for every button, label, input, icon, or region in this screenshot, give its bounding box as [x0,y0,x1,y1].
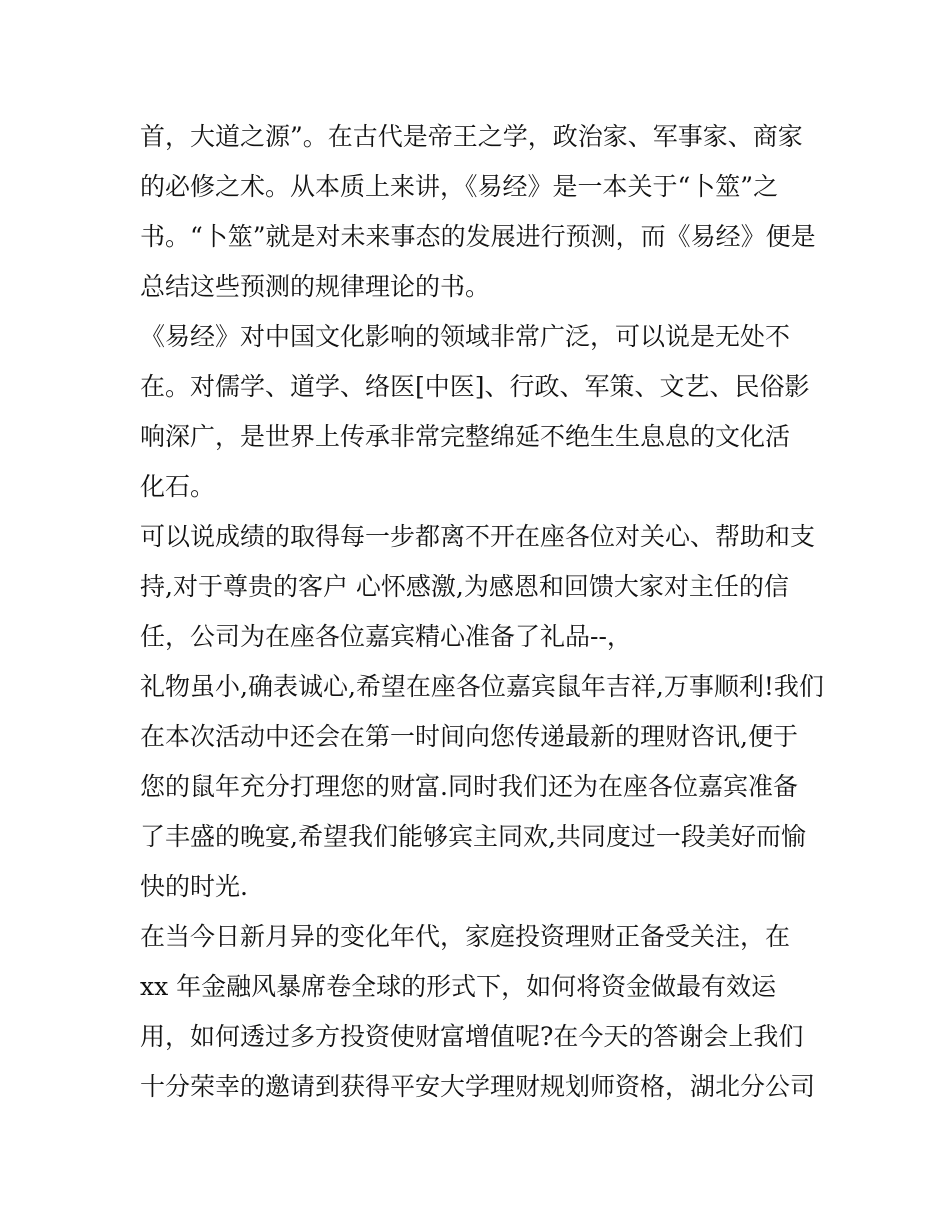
text-line: 在。对儒学、道学、络医[中医]、行政、军策、文艺、民俗影 [140,372,810,401]
text-line: xx 年金融风暴席卷全球的形式下，如何将资金做最有效运 [140,972,777,1001]
text-line: 任，公司为在座各位嘉宾精心准备了礼品--， [140,622,632,651]
text-line: 用，如何透过多方投资使财富增值呢?在今天的答谢会上我们 [140,1022,804,1051]
text-line: 化石。 [140,472,216,501]
text-line: 在本次活动中还会在第一时间向您传递最新的理财咨讯,便于 [140,722,798,751]
text-line: 在当今日新月异的变化年代，家庭投资理财正备受关注，在 [140,922,791,951]
text-line: 可以说成绩的取得每一步都离不开在座各位对关心、帮助和支 [140,522,816,551]
text-line: 的必修之术。从本质上来讲，《易经》是一本关于“卜筮”之 [140,172,779,201]
text-line: 快的时光. [140,872,248,901]
text-line: 响深广，是世界上传承非常完整绵延不绝生生息息的文化活 [140,422,791,451]
document-body [140,112,830,1112]
text-line: 了丰盛的晚宴,希望我们能够宾主同欢,共同度过一段美好而愉 [140,822,806,851]
text-line: 十分荣幸的邀请到获得平安大学理财规划师资格，湖北分公司 [140,1072,816,1101]
text-line: 您的鼠年充分打理您的财富.同时我们还为在座各位嘉宾准备 [140,772,798,801]
text-line: 持,对于尊贵的客户 心怀感激,为感恩和回馈大家对主任的信 [140,572,789,601]
text-line: 礼物虽小,确表诚心,希望在座各位嘉宾鼠年吉祥,万事顺利!我们 [140,672,824,701]
text-line: 《易经》对中国文化影响的领域非常广泛，可以说是无处不 [140,322,791,351]
text-line: 书。“卜筮”就是对未来事态的发展进行预测，而《易经》便是 [140,222,816,251]
text-line: 总结这些预测的规律理论的书。 [140,272,491,301]
text-line: 首，大道之源”。在古代是帝王之学，政治家、军事家、商家 [140,122,803,151]
